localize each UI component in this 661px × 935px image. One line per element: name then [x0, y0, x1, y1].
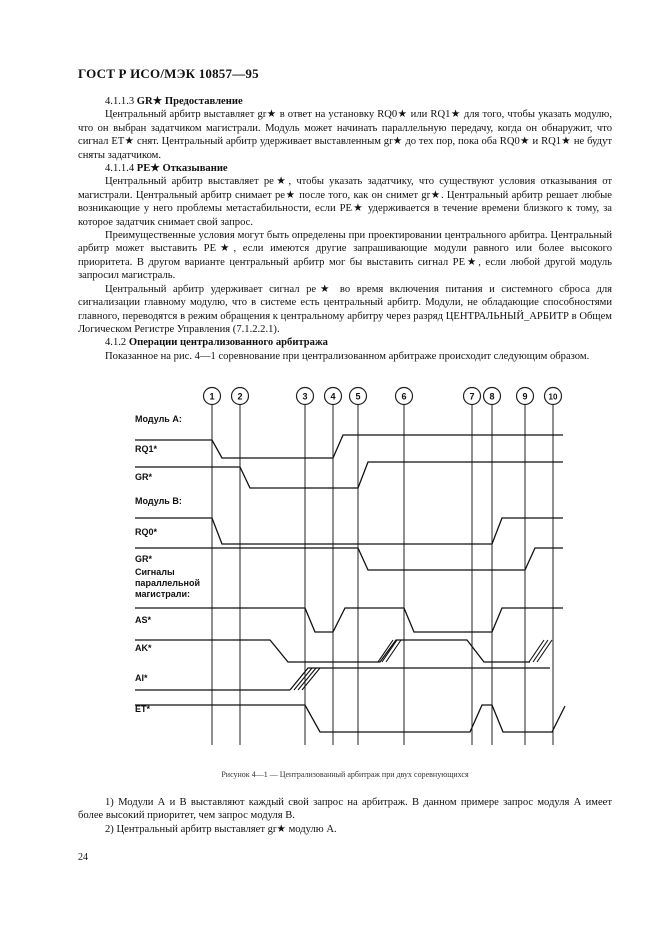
page-number: 24	[78, 852, 88, 863]
label-rq0: RQ0*	[135, 527, 158, 537]
label-ai: AI*	[135, 673, 148, 683]
label-bus: магистрали:	[135, 589, 190, 599]
waveform-gr-a	[135, 462, 563, 488]
document-header: ГОСТ Р ИСО/МЭК 10857—95	[78, 66, 259, 81]
label-bus: параллельной	[135, 578, 200, 588]
waveform-ai	[290, 668, 550, 690]
label-as: AS*	[135, 615, 152, 625]
section-heading: 4.1.1.3 GR★ Предоставление	[105, 96, 243, 107]
label-gr-b: GR*	[135, 554, 153, 564]
waveform-as	[135, 608, 563, 632]
paragraph: Показанное на рис. 4—1 соревнование при централизованном арбитраже происходит следующим образом.	[105, 350, 590, 362]
waveform-gr-b	[135, 548, 563, 570]
body-text-after	[78, 796, 612, 836]
marker-label: 3	[302, 391, 308, 402]
marker-label: 10	[548, 392, 558, 402]
label-et: ET*	[135, 704, 151, 714]
section-heading: 4.1.1.4 PE★ Отказывание	[105, 163, 228, 175]
marker-label: 5	[355, 391, 361, 402]
paragraph: Центральный арбитр выставляет pe★, чтобы указать задатчику, что существуют условия отказывания от магистрали. Центральный арбитр снимает pe★ после того, как он снимет gr★. Центральный арбитр решает любые возникающие у него проблемы метастабильности, если PE★ удерживается в течение времени близкого к тому, за которое задатчик снимает свой запрос.	[78, 176, 612, 228]
label-ak: AK*	[135, 643, 152, 653]
marker-label: 6	[401, 391, 407, 402]
section-heading: 4.1.2 Операции централизованного арбитража	[105, 337, 328, 349]
marker-lines	[212, 405, 553, 745]
label-gr-a: GR*	[135, 472, 153, 482]
marker-label: 8	[489, 391, 495, 402]
marker-label: 2	[237, 391, 243, 402]
label-rq1: RQ1*	[135, 444, 158, 454]
waveform-rq0	[135, 518, 563, 544]
marker-label: 1	[209, 391, 215, 402]
paragraph: Центральный арбитр выставляет gr★ в ответ на установку RQ0★ или RQ1★ для того, чтобы указать модулю, что он выбран задатчиком магистрали. Модуль может начинать параллельную передачу, когда он обнаружит, что сигнал ET★ снят. Центральный арбитр удерживает выставленным gr★ до тех пор, пока оба RQ0★ и RQ1★ не будут сняты задатчиком.	[78, 109, 612, 161]
figure-caption: Рисунок 4—1 — Централизованный арбитраж при двух соревнующихся	[221, 770, 469, 779]
paragraph: Центральный арбитр удерживает сигнал pe★ во время включения питания и системного сброса для сигнализации главному модулю, что в системе есть центральный арбитр. Модули, не обладающие способностями главного, переводятся в режим обращения к центральному арбитру через разряд ЦЕНТРАЛЬНЫЙ_АРБИТР в Общем Логическом Регистре Управления (7.1.2.2.1).	[78, 283, 612, 335]
marker-label: 9	[522, 391, 528, 402]
marker-label: 7	[469, 391, 475, 402]
paragraph: Преимущественные условия могут быть определены при проектировании центрального арбитра. Центральный арбитр может выставить PE★, если имеются другие запрашивающие модули равного или более высокого приоритета. В другом варианте центральный арбитр мог бы выставить сигнал PE★, если любой другой модуль запросил магистраль.	[78, 230, 612, 282]
waveform-rq1	[135, 435, 563, 458]
label-module-b: Модуль В:	[135, 496, 182, 506]
label-module-a: Модуль А:	[135, 414, 182, 424]
list-item: 2) Центральный арбитр выставляет gr★ модулю А.	[105, 823, 337, 835]
list-item: 1) Модули А и В выставляют каждый свой запрос на арбитраж. В данном примере запрос модуля А имеет более высокий приоритет, чем запрос модуля В.	[78, 797, 612, 822]
label-bus: Сигналы	[135, 567, 175, 577]
marker-label: 4	[330, 391, 336, 402]
waveform-et	[135, 705, 565, 732]
